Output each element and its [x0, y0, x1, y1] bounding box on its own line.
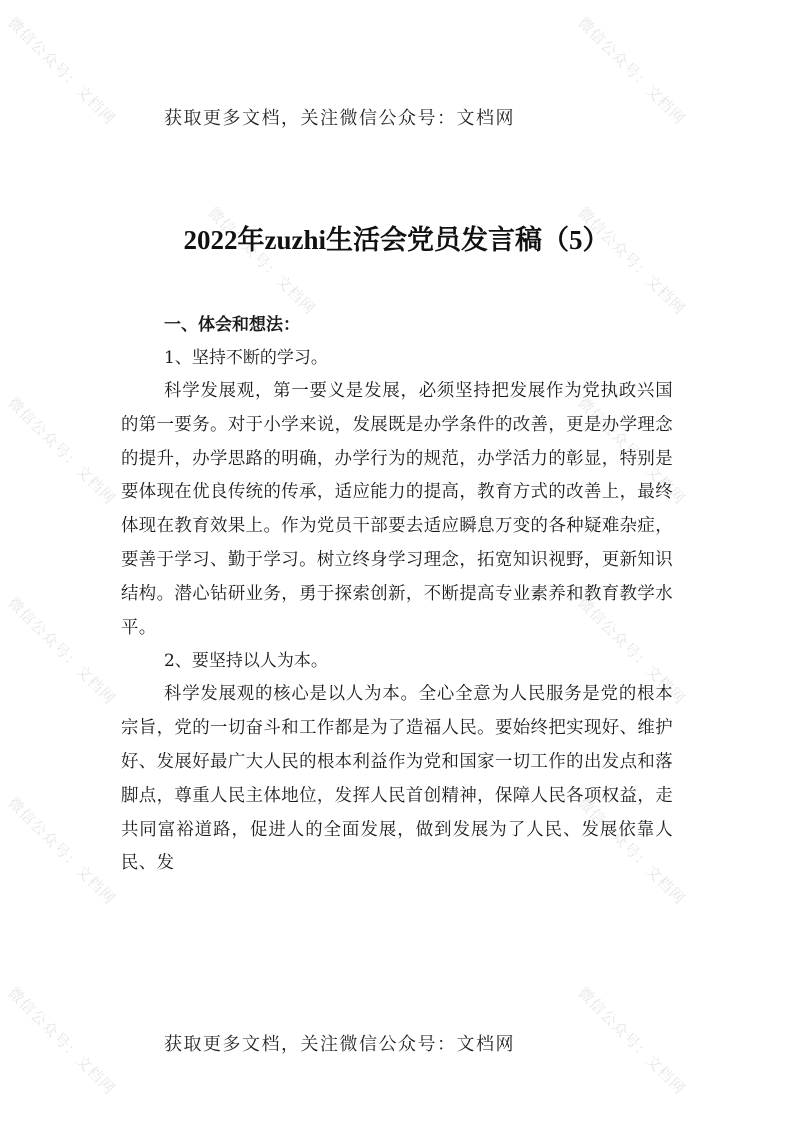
watermark-text: 微信公众号：文档网: [574, 13, 689, 129]
watermark-text: 微信公众号：文档网: [204, 203, 319, 319]
item-subheading: 2、要坚持以人为本。: [164, 651, 328, 672]
page-footer: 获取更多文档，关注微信公众号：文档网: [164, 1034, 515, 1055]
watermark-text: 微信公众号：文档网: [574, 203, 689, 319]
body-paragraph: 科学发展观的核心是以人为本。全心全意为人民服务是党的根本宗旨，党的一切奋斗和工作都是为了造福人民。要始终把实现好、维护好、发展好最广大人民的根本利益作为党和国家一切工作的出发点和落脚点，尊重人民主体地位，发挥人民首创精神，保障人民各项权益，走共同富裕道路，促进人的全面发展，做到发展为了人民、发展依靠人民、发: [121, 684, 673, 874]
section-heading: 一、体会和想法：: [164, 315, 300, 335]
watermark-text: 微信公众号：文档网: [574, 983, 689, 1099]
watermark-text: 微信公众号：文档网: [574, 793, 689, 909]
document-body: [121, 311, 673, 881]
watermark-text: 微信公众号：文档网: [574, 593, 689, 709]
watermark-text: 微信公众号：文档网: [574, 393, 689, 509]
body-paragraph: 科学发展观，第一要义是发展，必须坚持把发展作为党执政兴国的第一要务。对于小学来说，发展既是办学条件的改善，更是办学理念的提升，办学思路的明确，办学行为的规范，办学活力的彰显，特别是要体现在优良传统的传承，适应能力的提高，教育方式的改善上，最终体现在教育效果上。作为党员干部要去适应瞬息万变的各种疑难杂症，要善于学习、勤于学习。树立终身学习理念，拓宽知识视野，更新知识结构。潜心钻研业务，勇于探索创新，不断提高专业素养和教育教学水平。: [121, 381, 673, 638]
watermark-text: 微信公众号：文档网: [4, 593, 119, 709]
page-header: 获取更多文档，关注微信公众号：文档网: [164, 108, 515, 129]
watermark-text: 微信公众号：文档网: [4, 13, 119, 129]
item-subheading: 1、坚持不断的学习。: [164, 348, 328, 368]
watermark-text: 微信公众号：文档网: [4, 793, 119, 909]
watermark-text: 微信公众号：文档网: [4, 983, 119, 1099]
watermark-text: 微信公众号：文档网: [4, 393, 119, 509]
document-title: 2022年zuzhi生活会党员发言稿（5）: [183, 225, 610, 255]
